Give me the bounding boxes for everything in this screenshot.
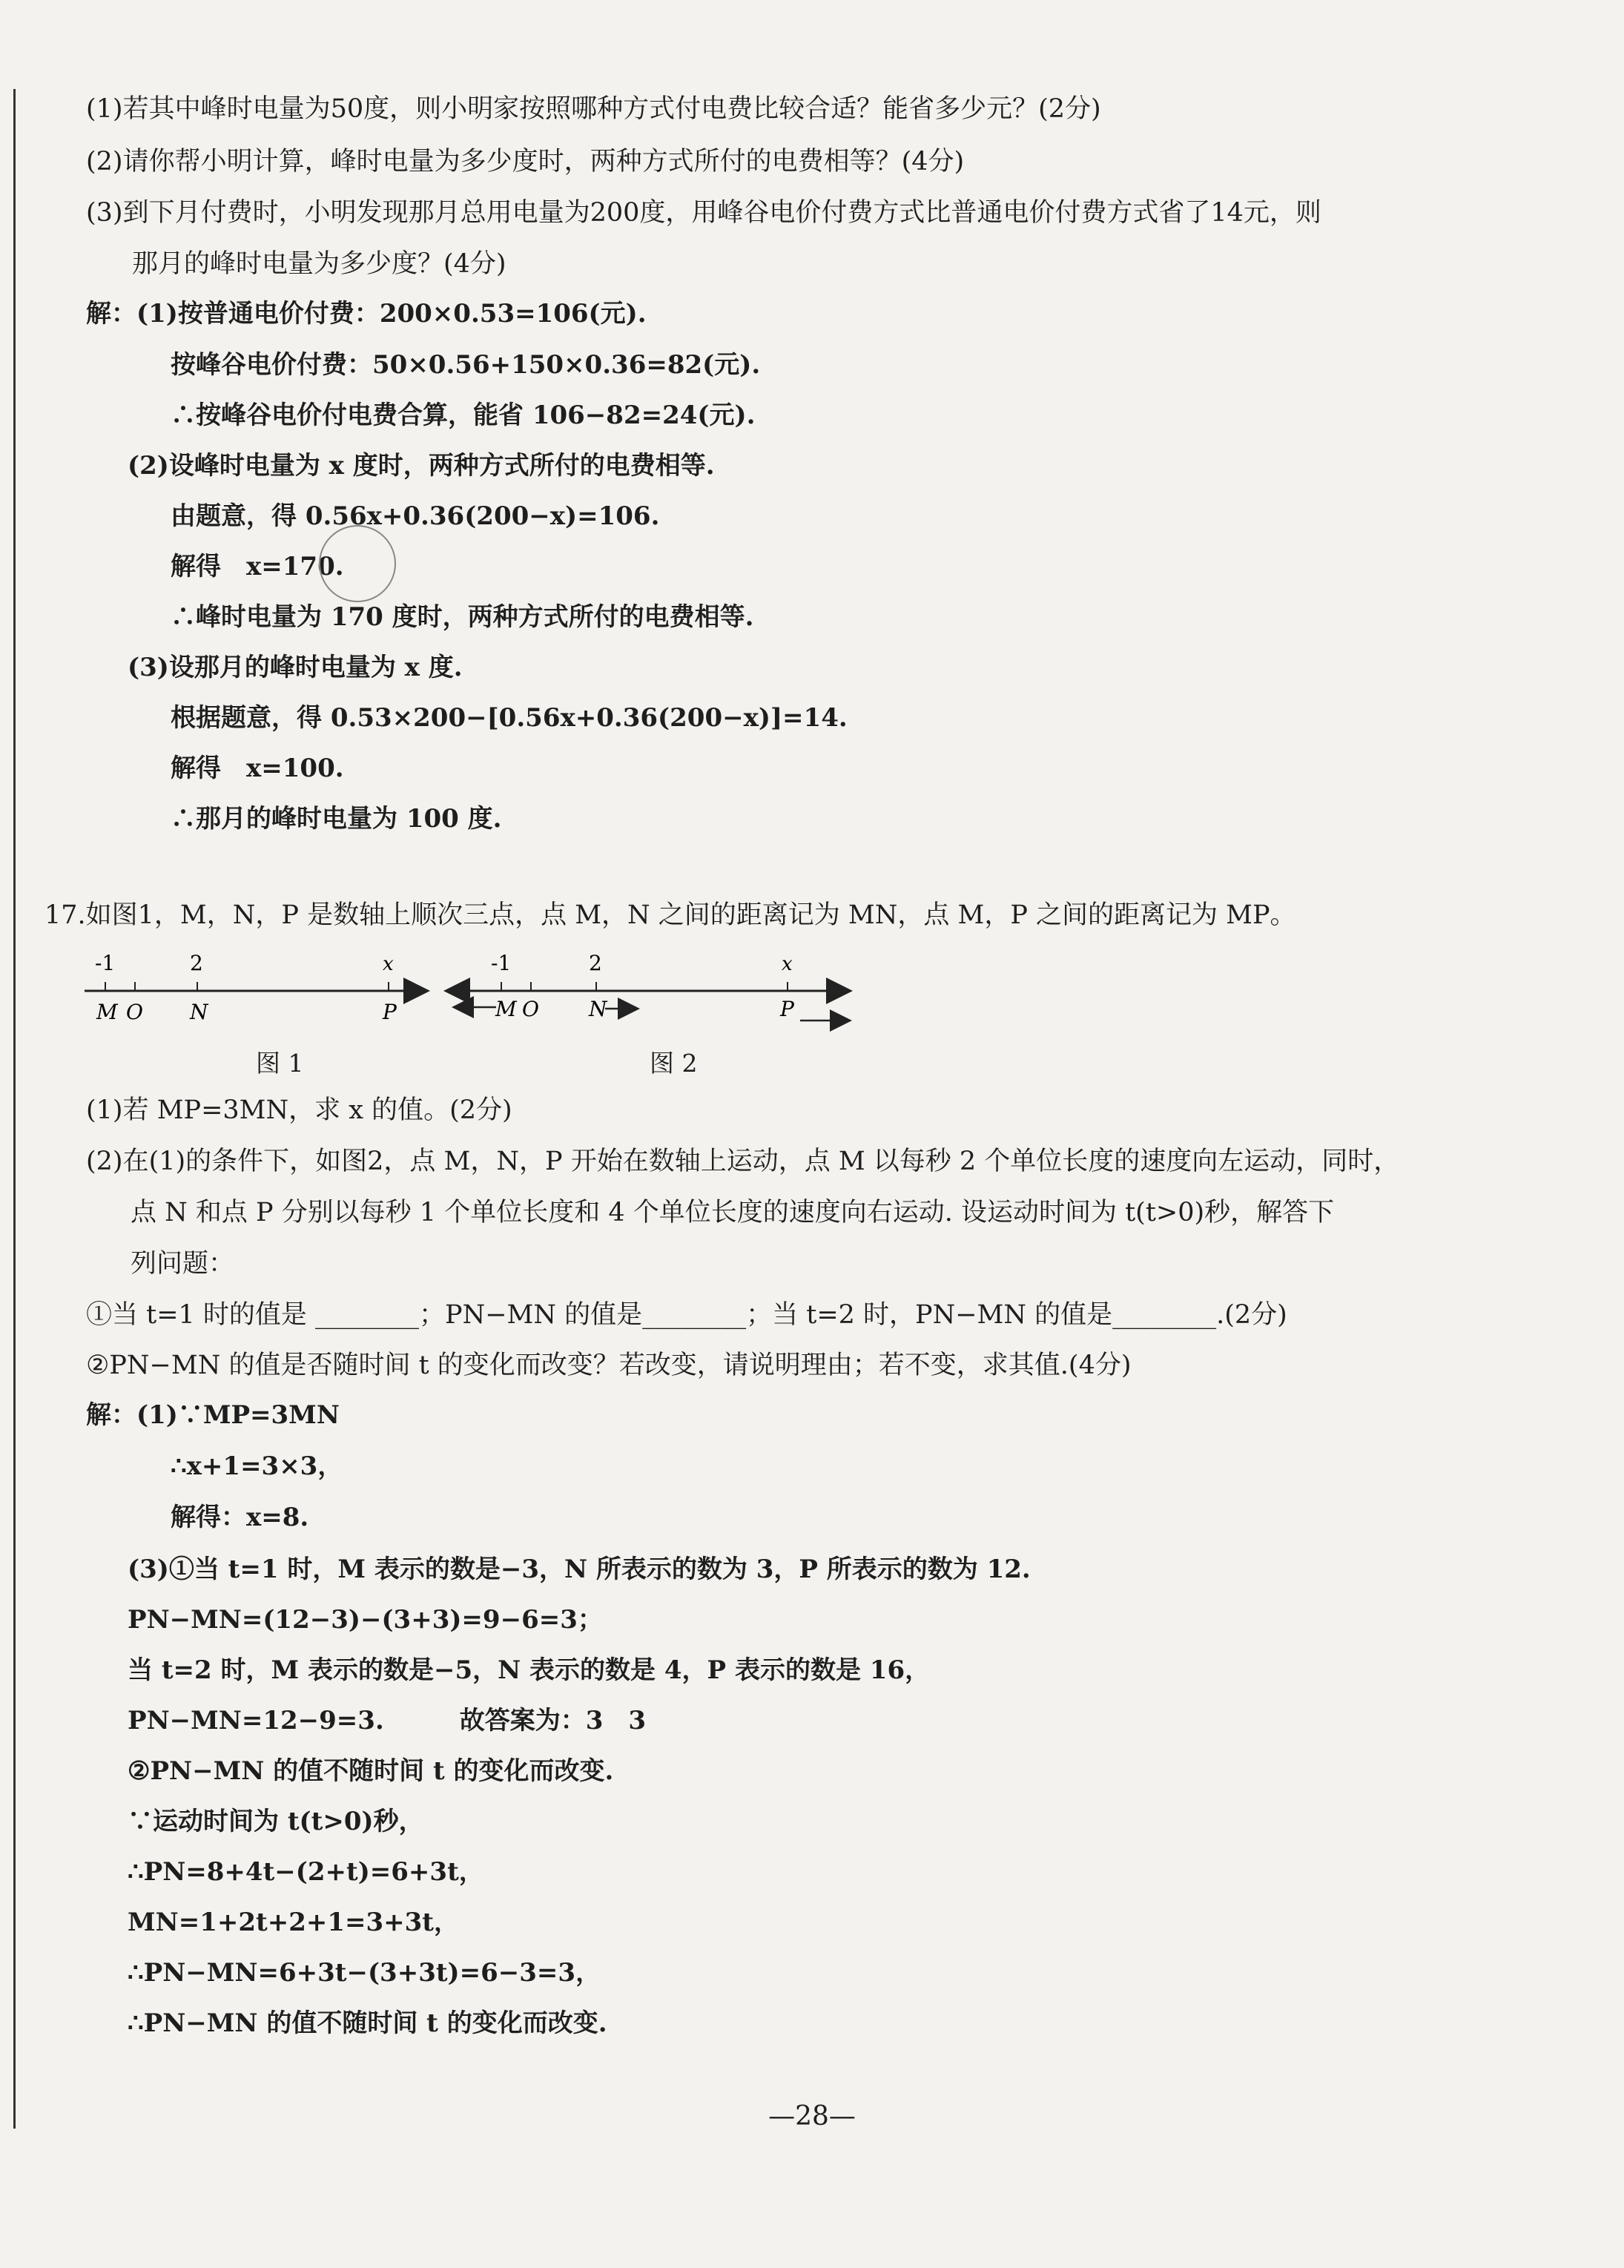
answer-line: (3)设那月的峰时电量为 x 度. <box>128 653 463 682</box>
fig1-point-label: N <box>190 1000 208 1024</box>
answer-line: 解：(1)按普通电价付费：200×0.53=106(元). <box>86 299 647 329</box>
question-17-stem: 17.如图1，M，N，P 是数轴上顺次三点，点 M，N 之间的距离记为 MN，点 M，P 之间的距离记为 MP。 <box>44 900 1296 930</box>
fig2-point-label: P <box>780 997 794 1021</box>
answer-line: ∴峰时电量为 170 度时，两种方式所付的电费相等. <box>171 602 754 632</box>
fig2-point-label: M <box>495 997 517 1021</box>
answer-line: MN=1+2t+2+1=3+3t， <box>128 1908 459 1937</box>
answer-line: ∴x+1=3×3， <box>171 1451 343 1481</box>
answer-line: 解：(1)∵MP=3MN <box>86 1400 340 1430</box>
answer-line: 当 t=2 时，M 表示的数是−5，N 表示的数是 4，P 表示的数是 16， <box>128 1655 931 1685</box>
fig2-tick-label: 2 <box>589 951 602 975</box>
fig1-tick-label: 2 <box>190 951 203 975</box>
fig1-point-label: M <box>96 1000 118 1024</box>
question-line: 列问题： <box>131 1249 235 1279</box>
fig2-tick-label: -1 <box>491 951 512 975</box>
answer-line: 解得 x=100. <box>171 754 344 783</box>
page-number: —28— <box>768 2101 856 2132</box>
answer-line: ∴PN=8+4t−(2+t)=6+3t， <box>128 1857 484 1887</box>
answer-line: 由题意，得 0.56x+0.36(200−x)=106. <box>171 501 660 531</box>
question-line-3: (3)到下月付费时，小明发现那月总用电量为200度，用峰谷电价付费方式比普通电价付费方式省了14元，则 <box>86 198 1321 228</box>
answer-line: (2)设峰时电量为 x 度时，两种方式所付的电费相等. <box>128 451 715 481</box>
question-line-1: (1)若其中峰时电量为50度，则小明家按照哪种方式付电费比较合适？能省多少元？(2分) <box>86 94 1101 124</box>
question-line-2: (2)请你帮小明计算，峰时电量为多少度时，两种方式所付的电费相等？(4分) <box>86 147 965 177</box>
question-line: (2)在(1)的条件下，如图2，点 M，N，P 开始在数轴上运动，点 M 以每秒 2 个单位长度的速度向左运动，同时， <box>86 1147 1400 1176</box>
question-line: ②PN−MN 的值是否随时间 t 的变化而改变？若改变，请说明理由；若不变，求其值.(4分) <box>86 1351 1132 1380</box>
margin-line <box>13 89 16 2129</box>
answer-line: ∴PN−MN=6+3t−(3+3t)=6−3=3， <box>128 1958 601 1988</box>
fig2-point-label: N <box>589 997 607 1021</box>
question-line-4: 那月的峰时电量为多少度？(4分) <box>132 249 506 279</box>
number-line-svg <box>77 939 893 1072</box>
figure-1-caption: 图 1 <box>256 1049 304 1078</box>
answer-line: ∴那月的峰时电量为 100 度. <box>171 804 502 834</box>
fig2-point-label: O <box>522 997 539 1021</box>
answer-line: 解得：x=8. <box>171 1503 309 1532</box>
fig1-point-label: P <box>383 1000 397 1024</box>
question-line: (1)若 MP=3MN，求 x 的值。(2分) <box>86 1095 512 1125</box>
figure-2-caption: 图 2 <box>650 1049 698 1078</box>
fig2-tick-label: x <box>782 953 793 975</box>
answer-line: 解得 x=170. <box>171 552 344 581</box>
fig1-point-label: O <box>126 1000 143 1024</box>
question-line: ①当 t=1 时的值是 ________；PN−MN 的值是________；当 t=2 时，PN−MN 的值是________.(2分) <box>86 1300 1287 1330</box>
answer-line: (3)①当 t=1 时，M 表示的数是−3，N 所表示的数为 3，P 所表示的数为 12. <box>128 1555 1031 1584</box>
answer-line: ∴按峰谷电价付电费合算，能省 106−82=24(元). <box>171 400 756 430</box>
answer-line: ∴PN−MN 的值不随时间 t 的变化而改变. <box>128 2008 607 2038</box>
answer-line: 按峰谷电价付费：50×0.56+150×0.36=82(元). <box>171 350 761 380</box>
answer-line: PN−MN=12−9=3. 故答案为：3 3 <box>128 1706 647 1735</box>
answer-line: PN−MN=(12−3)−(3+3)=9−6=3； <box>128 1605 603 1635</box>
answer-line: ②PN−MN 的值不随时间 t 的变化而改变. <box>128 1756 614 1786</box>
answer-line: 根据题意，得 0.53×200−[0.56x+0.36(200−x)]=14. <box>171 703 848 733</box>
stamp-seal <box>319 525 396 602</box>
fig1-tick-label: -1 <box>95 951 116 975</box>
fig1-tick-label: x <box>383 953 394 975</box>
number-line-figures <box>77 939 893 1072</box>
question-line: 点 N 和点 P 分别以每秒 1 个单位长度和 4 个单位长度的速度向右运动. 设运动时间为 t(t>0)秒，解答下 <box>131 1198 1335 1227</box>
answer-line: ∵运动时间为 t(t>0)秒， <box>128 1807 424 1836</box>
